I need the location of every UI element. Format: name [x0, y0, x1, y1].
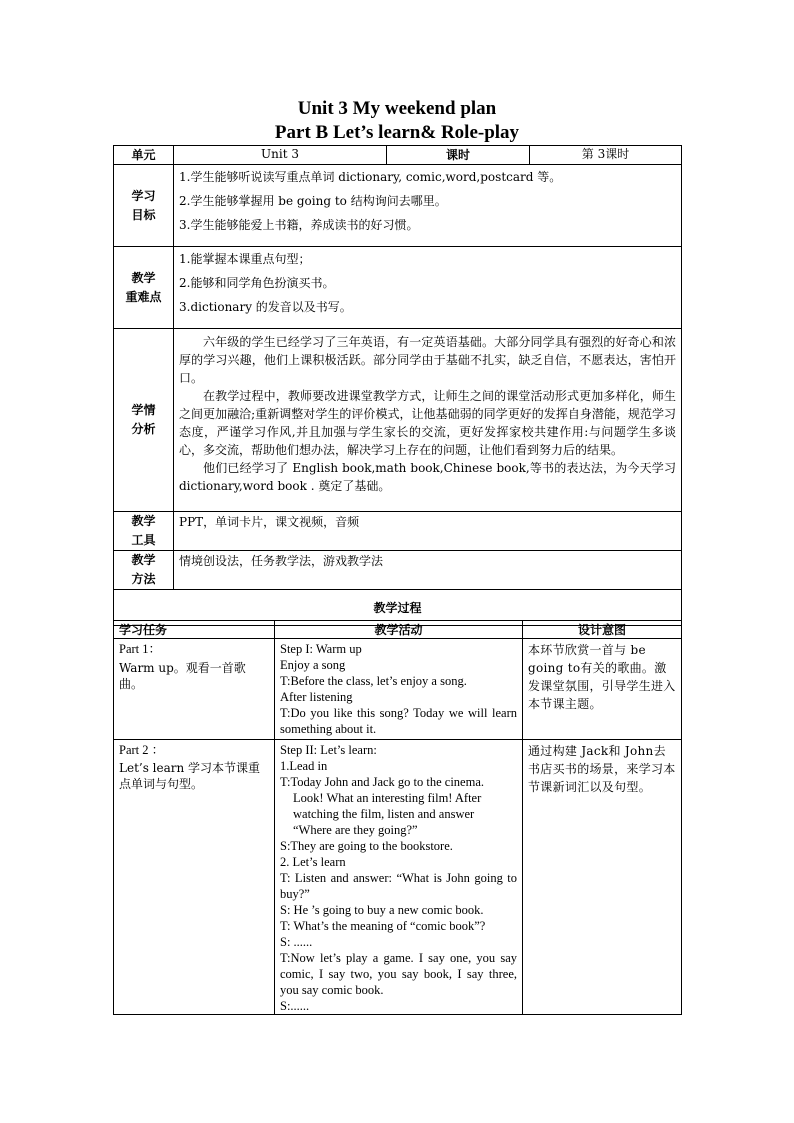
period-value: 第 3课时: [530, 146, 682, 165]
process-header-row: [114, 621, 682, 639]
objective-item: 3.学生能够能爱上书籍，养成读书的好习惯。: [179, 218, 419, 232]
activity-cell: [275, 740, 523, 1015]
key-points-label: 教学 重难点: [114, 247, 174, 329]
process-row: [114, 740, 682, 1015]
activity-line: watching the film, listen and answer: [293, 807, 475, 821]
task-description: Warm up。观看一首歌曲。: [119, 661, 246, 691]
page-subtitle: Part B Let’s learn& Role-play: [274, 122, 520, 143]
activity-line: T: What’s the meaning of “comic book”?: [280, 919, 486, 933]
key-point-item: 3.dictionary 的发音以及书写。: [179, 300, 352, 314]
task-cell: [114, 639, 275, 740]
activity-line: T:Now let’s play a game. I say one, you say comic, I say two, you say book, I say three, you say comic book.: [280, 951, 517, 997]
activity-line: S: ......: [280, 935, 313, 949]
key-point-item: 1.能掌握本课重点句型；: [179, 252, 311, 266]
activity-line: 1.Lead in: [280, 759, 328, 773]
analysis-paragraph: 他们已经学习了 English book,math book,Chinese book,等书的表达法，为今天学习 dictionary,word book . 奠定了基础。: [179, 461, 676, 493]
methods-row: [114, 551, 682, 590]
methods-label: 教学 方法: [114, 551, 174, 590]
activity-line: S:......: [280, 999, 310, 1013]
objectives-content: [174, 165, 682, 247]
activity-line: Step II: Let’s learn:: [280, 743, 377, 757]
activity-line: T: Listen and answer: “What is John going to buy?”: [280, 871, 517, 901]
page-title: Unit 3 My weekend plan: [297, 98, 497, 119]
activity-line: Enjoy a song: [280, 658, 346, 672]
activity-line: T:Before the class, let’s enjoy a song.: [280, 674, 467, 688]
process-table: [113, 620, 682, 1015]
activity-line: S:They are going to the bookstore.: [280, 839, 453, 853]
activity-line: T:Today John and Jack go to the cinema.: [280, 775, 485, 789]
tools-content: PPT，单词卡片，课文视频，音频: [174, 512, 682, 551]
objectives-label: 学习 目标: [114, 165, 174, 247]
objectives-row: [114, 165, 682, 247]
unit-label: 单元: [114, 146, 174, 165]
tools-label: 教学 工具: [114, 512, 174, 551]
unit-row: [114, 146, 682, 165]
task-description: Let’s learn 学习本节课重点单词与句型。: [119, 761, 261, 791]
key-point-item: 2.能够和同学角色扮演买书。: [179, 276, 335, 290]
activity-line: T:Do you like this song? Today we will learn something about it.: [280, 706, 517, 736]
analysis-paragraph: 六年级的学生已经学习了三年英语，有一定英语基础。大部分同学具有强烈的好奇心和浓厚的学习兴趣，他们上课积极活跃。部分同学由于基础不扎实，缺乏自信，不愿表达，害怕开口。: [179, 335, 676, 385]
unit-value: Unit 3: [174, 146, 387, 165]
analysis-paragraph: 在教学过程中，教师要改进课堂教学方式，让师生之间的课堂活动形式更加多样化，师生之间更加融洽;重新调整对学生的评价模式，让他基础弱的同学更好的发挥自身潜能，规范学习态度，严谨学习作风,并且加强与学生家长的交流，更好发挥家校共建作用:与问题学生多谈心，多交流，帮助他们想办法，解决学习上存在的问题，让他们看到努力后的结果。: [179, 389, 676, 457]
key-points-content: [174, 247, 682, 329]
task-part-label: Part 2 ：: [119, 743, 165, 757]
intent-column-header: 设计意图: [523, 621, 682, 639]
intent-cell: 通过构建 Jack和 John去书店买书的场景，来学习本节课新词汇以及句型。: [523, 740, 682, 1015]
activity-cell: [275, 639, 523, 740]
methods-content: 情境创设法，任务教学法，游戏教学法: [174, 551, 682, 590]
analysis-content: [174, 329, 682, 512]
activity-line: S: He ’s going to buy a new comic book.: [280, 903, 484, 917]
activity-column-header: 教学活动: [275, 621, 523, 639]
activity-line: Step I: Warm up: [280, 642, 362, 656]
analysis-row: [114, 329, 682, 512]
process-row: [114, 639, 682, 740]
intent-cell: 本环节欣赏一首与 be going to有关的歌曲。激发课堂氛围，引导学生进入本节课主题。: [523, 639, 682, 740]
lesson-info-table: [113, 145, 682, 626]
objective-item: 1.学生能够听说读写重点单词 dictionary, comic,word,postcard 等。: [179, 170, 562, 184]
activity-line: Look! What an interesting film! After: [293, 791, 482, 805]
process-title: 教学过程: [114, 590, 682, 626]
objective-item: 2.学生能够掌握用 be going to 结构询问去哪里。: [179, 194, 447, 208]
task-part-label: Part 1：: [119, 642, 162, 656]
activity-line: “Where are they going?”: [293, 823, 418, 837]
tools-row: [114, 512, 682, 551]
activity-line: 2. Let’s learn: [280, 855, 346, 869]
key-points-row: [114, 247, 682, 329]
task-cell: [114, 740, 275, 1015]
task-column-header: 学习任务: [114, 621, 275, 639]
analysis-label: 学情 分析: [114, 329, 174, 512]
period-label: 课时: [387, 146, 530, 165]
activity-line: After listening: [280, 690, 353, 704]
